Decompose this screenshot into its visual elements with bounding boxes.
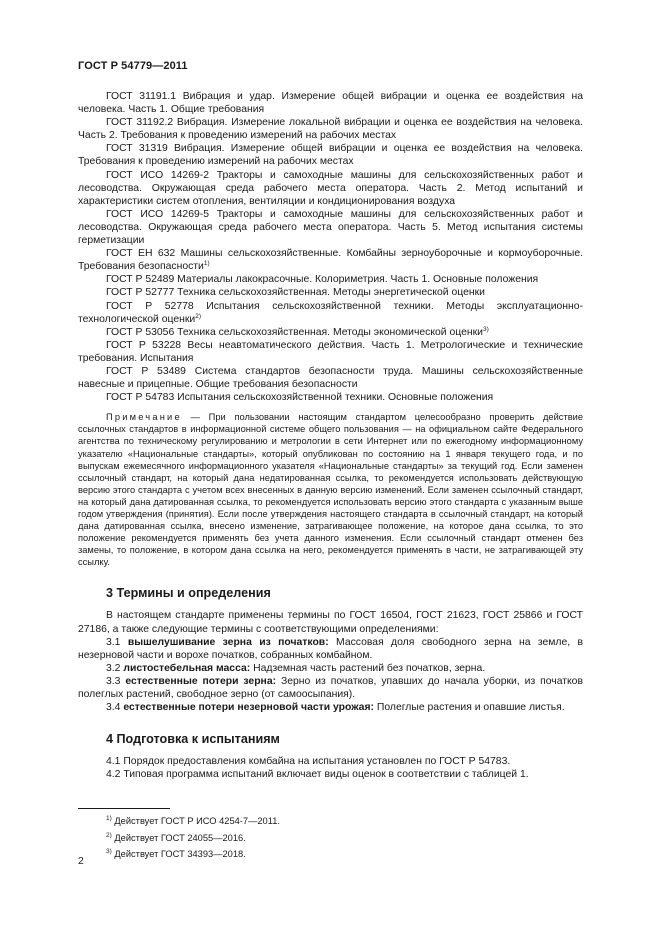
ref-item: ГОСТ ИСО 14269-2 Тракторы и самоходные машины для сельскохозяйственных работ и лесоводства. Окружающая среда рабочего места оператора. Часть 2. Метод испытаний и характеристики систем отопления, вентиляции и кондиционирования воздуха	[78, 169, 583, 207]
term-number: 3.2	[106, 662, 121, 674]
ref-item: ГОСТ 31192.2 Вибрация. Измерение локальной вибрации и оценка ее воздействия на человека. Часть 2. Требования к проведению измерений на рабочих местах	[78, 117, 583, 142]
term-name: вышелушивание зерна из початков:	[127, 636, 329, 648]
ref-item: ГОСТ Р 52489 Материалы лакокрасочные. Колориметрия. Часть 1. Основные положения	[106, 274, 539, 286]
footnote-mark: 2)	[106, 831, 112, 839]
section-4-item: 4.2 Типовая программа испытаний включает виды оценок в соответствии с таблицей 1.	[106, 769, 529, 781]
ref-item: ГОСТ 31319 Вибрация. Измерение общей вибрации и оценка ее воздействия на человека. Требования к проведению измерений на рабочих местах	[78, 143, 583, 168]
section-3-heading: 3 Термины и определения	[106, 586, 271, 601]
document-body	[78, 90, 583, 863]
ref-item: ГОСТ 31191.1 Вибрация и удар. Измерение общей вибрации и оценка ее воздействия на человека. Часть 1. Общие требования	[78, 91, 583, 116]
term-item	[78, 636, 583, 662]
section-3-intro: В настоящем стандарте применены термины по ГОСТ 16504, ГОСТ 21623, ГОСТ 25866 и ГОСТ 27186, а также следующие термины с соответствующими определениями:	[78, 610, 583, 635]
section-4-heading: 4 Подготовка к испытаниям	[106, 732, 280, 747]
ref-item: ГОСТ ИСО 14269-5 Тракторы и самоходные машины для сельскохозяйственных работ и лесоводства. Окружающая среда рабочего места оператора. Часть 5. Метод испытания системы герметизации	[78, 208, 583, 247]
ref-text: ГОСТ Р 53056 Техника сельскохозяйственная. Методы экономической оценки	[106, 326, 483, 338]
footnote-separator	[78, 808, 170, 809]
term-item	[78, 675, 583, 701]
ref-item: ГОСТ Р 52777 Техника сельскохозяйственная. Методы энергетической оценки	[106, 287, 485, 299]
term-definition: Массовая доля свободного зерна на земле, в незерновой части и ворохе початков, собранных комбайном.	[78, 636, 584, 661]
ref-text: ГОСТ ЕН 632 Машины сельскохозяйственные. Комбайны зерноуборочные и кормоуборочные. Требования безопасности	[78, 248, 583, 273]
ref-item: ГОСТ Р 53228 Весы неавтоматического действия. Часть 1. Метрологические и технические требования. Испытания	[78, 339, 583, 364]
ref-item	[78, 300, 583, 326]
term-definition: Надземная часть растений без початков, зерна.	[253, 662, 486, 674]
note-label: Примечание	[106, 412, 182, 423]
ref-item: ГОСТ Р 53489 Система стандартов безопасности труда. Машины сельскохозяйственные навесные и прицепные. Общие требования безопасности	[78, 365, 583, 391]
footnote-ref: 2)	[195, 312, 202, 320]
ref-item: ГОСТ Р 54783 Испытания сельскохозяйственной техники. Основные положения	[106, 392, 494, 404]
footnote-ref: 1)	[203, 260, 210, 268]
term-item	[78, 662, 583, 675]
ref-item	[78, 247, 583, 273]
section-4-item: 4.1 Порядок предоставления комбайна на испытания установлен по ГОСТ Р 54783.	[106, 756, 511, 768]
term-definition: Зерно из початков, упавших до начала уборки, из початков полеглых растений, свободное зерно (от самоосыпания).	[78, 675, 583, 701]
footnote-ref: 3)	[482, 325, 489, 333]
term-number: 3.4	[106, 702, 121, 714]
footnote-mark: 1)	[106, 815, 112, 823]
note-paragraph	[78, 411, 583, 568]
note-text: При пользовании настоящим стандартом целесообразно проверить действие ссылочных стандартов в информационной системе общего пользования — на официальном сайте Федерального агентства по техническому регулированию и метрологии в сети Интернет или по ежегодному информационному указателю «Национальные стандарты», который опубликован по состоянию на 1 января текущего года, и по выпускам ежемесячного информационного указателя «Национальные стандарты» за текущий год. Если заменен ссылочный стандарт, на который дана недатированная ссылка, то рекомендуется использовать действующую версию этого стандарта с учетом всех внесенных в данную версию изменений. Если заменен ссылочный стандарт, на который дана датированная ссылка, то рекомендуется использовать версию этого стандарта с указанным выше годом утверждения (принятия). Если после утверждения настоящего стандарта в ссылочный стандарт, на который дана датированная ссылка, внесено изменение, затрагивающее положение, на которое дана ссылка, то это положение рекомендуется применять без учета данного изменения. Если ссылочный стандарт отменен без замены, то положение, в котором дана ссылка на него, рекомендуется применять в части, не затрагивающей эту ссылку.	[78, 412, 583, 568]
footnote-text: Действует ГОСТ 24055—2016.	[114, 832, 246, 843]
term-number: 3.1	[106, 636, 121, 648]
document-header: ГОСТ Р 54779—2011	[78, 60, 188, 72]
page-number: 2	[78, 856, 84, 867]
ref-text: ГОСТ Р 52778 Испытания сельскохозяйственной техники. Методы эксплуатационно-технологической оценки	[78, 300, 583, 325]
footnote-text: Действует ГОСТ Р ИСО 4254-7—2011.	[114, 816, 280, 827]
term-name: естественные потери незерновой части урожая:	[123, 702, 374, 714]
term-definition: Полеглые растения и опавшие листья.	[376, 702, 565, 714]
footnote-text: Действует ГОСТ 34393—2018.	[114, 849, 246, 860]
term-name: естественные потери зерна:	[125, 675, 277, 687]
footnote-mark: 3)	[106, 848, 112, 856]
term-name: листостебельная масса:	[123, 662, 251, 674]
note-dash: —	[190, 412, 200, 423]
footnote	[78, 813, 583, 829]
footnote	[78, 830, 583, 846]
term-item	[78, 701, 583, 714]
footnote	[78, 846, 583, 862]
term-number: 3.3	[106, 675, 121, 687]
ref-item	[78, 326, 583, 339]
